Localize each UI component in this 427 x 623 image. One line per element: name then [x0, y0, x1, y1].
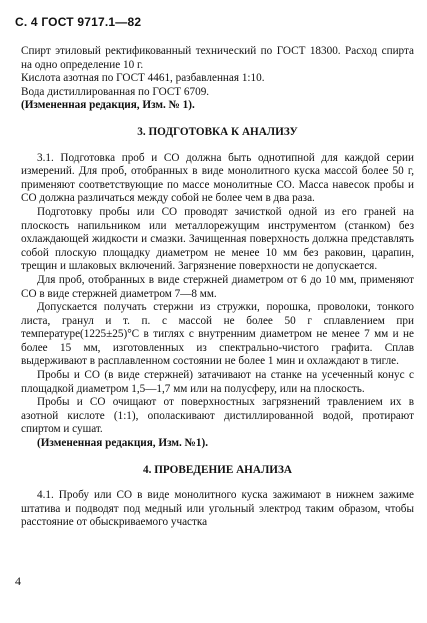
paragraph: Подготовку пробы или СО проводят зачисткой одной из его граней на плоскость напильником или металлорежущим инструментом (станком) без охлаждающей жидкости и смазки. Зачищенная поверхность должна представлять собой плоскую площадку диаметром не менее 10 мм без раковин, царапин, трещин и шлаковых включений. Загрязнение поверхности не допускается.: [21, 205, 414, 273]
section-heading-analysis: 4. ПРОВЕДЕНИЕ АНАЛИЗА: [143, 463, 292, 476]
paragraph: Пробы и СО (в виде стержней) затачивают на станке на усеченный конус с площадкой диаметром 1,5—1,7 мм или на полусферу, или на плоскость.: [21, 369, 414, 395]
paragraph: 4.1. Пробу или СО в виде монолитного куска зажимают в нижнем зажиме штатива и подводят под медный или угольный электрод таким образом, чтобы расстояние от обыскриваемого участка: [21, 489, 414, 529]
revision-note: (Измененная редакция, Изм. №1).: [37, 437, 208, 450]
page-content: [21, 45, 414, 530]
reagent-nitric-acid: Кислота азотная по ГОСТ 4461, разбавленная 1:10.: [21, 72, 265, 85]
reagent-water: Вода дистиллированная по ГОСТ 6709.: [21, 85, 210, 98]
paragraph: 3.1. Подготовка проб и СО должна быть однотипной для каждой серии измерений. Для проб, отобранных в виде монолитного куска массой более 50 г, применяют соответствующие по массе монолитные СО. Масса навесок пробы и СО должна различаться между собой не более чем в два раза.: [21, 151, 414, 205]
section-heading-preparation: 3. ПОДГОТОВКА К АНАЛИЗУ: [137, 125, 298, 138]
paragraph: Для проб, отобранных в виде стержней диаметром от 6 до 10 мм, применяют СО в виде стержней диаметром 7—8 мм.: [21, 273, 414, 300]
paragraph: Пробы и СО очищают от поверхностных загрязнений травлением их в азотной кислоте (1:1), ополаскивают дистиллированной водой, протирают спиртом и сушат.: [21, 396, 414, 436]
revision-note: (Измененная редакция, Изм. № 1).: [21, 99, 195, 112]
paragraph: Допускается получать стержни из стружки, порошка, проволоки, тонкого листа, гранул и т. п. с массой не более 50 г сплавлением при температуре(1225±25)°С в тиглях с внутренним диаметром не менее 7 мм и не более 15 мм, изготовленных из спектрально-чистого графита. Сплав выдерживают в расплавленном состоянии не более 1 мин и охлаждают в тигле.: [21, 301, 414, 368]
reagent-alcohol: Спирт этиловый ректификованный технический по ГОСТ 18300. Расход спирта на одно определение 10 г.: [21, 45, 414, 71]
page-number: 4: [15, 574, 21, 588]
page-header: С. 4 ГОСТ 9717.1—82: [15, 15, 142, 29]
